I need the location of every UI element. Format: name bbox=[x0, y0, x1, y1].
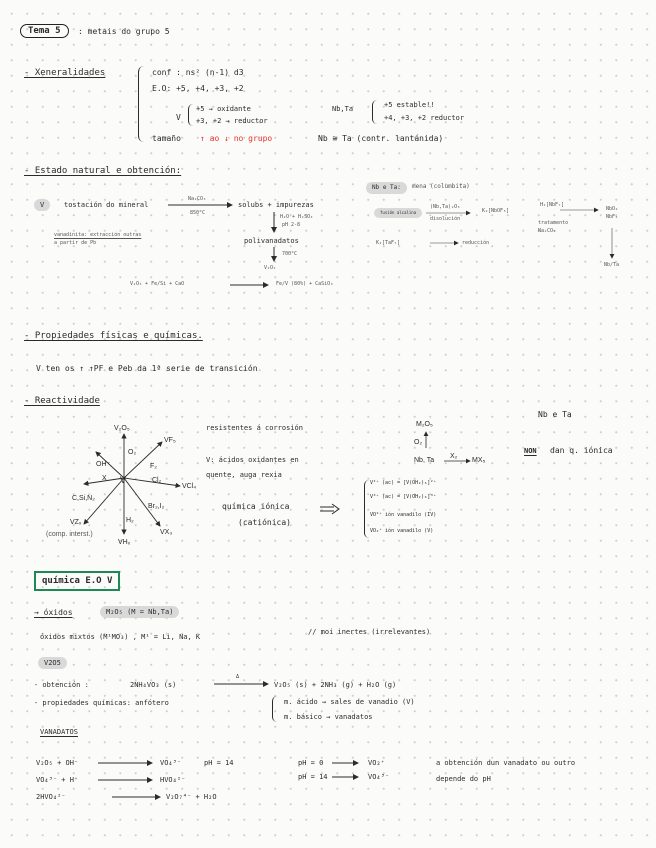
nb-x2: X₂ bbox=[450, 453, 458, 460]
eq3-right: V₂O₇⁴⁻ + H₂O bbox=[166, 793, 217, 801]
brace bbox=[188, 104, 193, 126]
note-1: a obtención dun vanadato ou outro bbox=[436, 759, 576, 767]
nb-r5: Na₂CO₃ bbox=[538, 228, 557, 234]
nb-r2: (Nb,Ta)₂O₅ bbox=[430, 204, 461, 210]
oxidos-pill: M₂O₅ (M = Nb,Ta) bbox=[100, 606, 179, 618]
star-center: V bbox=[120, 475, 127, 485]
tamano-rest: Nb ≅ Ta (contr. lantánida) bbox=[318, 134, 444, 143]
nb-r8: K₂[NbOF₅] bbox=[482, 208, 510, 214]
star-w: X bbox=[102, 475, 107, 482]
obtencion-label: - obtención : bbox=[34, 681, 89, 689]
star-sw-reag: C,Si,N₂ bbox=[72, 495, 95, 502]
non-ionica: dan q. iónica bbox=[550, 446, 613, 455]
eq1-ph: pH = 14 bbox=[204, 759, 234, 767]
nbta-ox1: +5 estable!! bbox=[384, 101, 435, 109]
obtencion-prod: V₂O₅ (s) + 2NH₃ (g) + H₂O (g) bbox=[274, 681, 397, 689]
star-ne: VF₅ bbox=[164, 437, 176, 444]
propiedades-line: V ten os ↑ ↑PF e Peb da 1ª serie de transición bbox=[36, 364, 258, 373]
section-heading-quimica: química E.O V bbox=[34, 571, 120, 591]
delta: Δ bbox=[236, 674, 240, 680]
nbta-ox2: +4, +3, +2 reductor bbox=[384, 114, 465, 122]
nb-r7: disolución bbox=[430, 216, 461, 222]
section-heading-estado: - Estado natural e obtención: bbox=[24, 166, 182, 176]
acid: m. ácido → sales de vanadio (V) bbox=[284, 698, 415, 706]
ph0-right: VO₂⁺ bbox=[368, 759, 385, 767]
star-se: VX₃ bbox=[160, 529, 173, 536]
v2o5-inter: V₂O₅ bbox=[264, 265, 277, 271]
tostacion: tostación do mineral bbox=[64, 201, 149, 209]
nb-right: MX₅ bbox=[472, 457, 486, 464]
ph0: pH = 0 bbox=[298, 759, 324, 767]
brace bbox=[138, 66, 145, 142]
ion-2: V³⁺ (ac) = [V(OH₂)₆]³⁺ bbox=[370, 494, 437, 500]
tamano-trend: ↑ ao ↓ no grupo bbox=[200, 134, 273, 143]
resistentes: resistentes á corrosión bbox=[206, 424, 303, 432]
nbta-mena: mena (columbita) bbox=[412, 183, 470, 190]
prop-quim: - propiedades químicas: anfótero bbox=[34, 699, 169, 707]
nb-top: M₂O₅ bbox=[416, 421, 433, 428]
h2o-reag: H₂O + H₂SO₄ bbox=[280, 214, 314, 220]
oxid-1: V: ácidos oxidantes en bbox=[206, 456, 299, 464]
eq1-right: VO₄³⁻ bbox=[160, 759, 182, 767]
eq3-left: 2HVO₄²⁻ bbox=[36, 793, 66, 801]
nbta-right: Nb e Ta bbox=[538, 410, 572, 419]
section-heading-propiedades: - Propiedades físicas e químicas. bbox=[24, 331, 203, 341]
eq2-left: VO₄³⁻ + H⁺ bbox=[36, 776, 79, 784]
vanadatos-heading: VANADATOS bbox=[40, 728, 78, 736]
star-s: VHₓ bbox=[118, 539, 131, 546]
star-sw-sub: (comp. interst.) bbox=[46, 531, 93, 538]
star-se-reag: Br₂,I₂ bbox=[148, 503, 165, 510]
nbta-label: Nb,Ta bbox=[332, 105, 354, 113]
nota-vanadinita: vanadinita: extracción outras bbox=[54, 232, 142, 238]
inertes: // moi inertes (irrelevantes) bbox=[308, 628, 431, 636]
non-label: NON bbox=[524, 447, 537, 455]
eq1-left: V₂O₅ + OH⁻ bbox=[36, 759, 79, 767]
oxid-2: quente, auga rexia bbox=[206, 471, 282, 479]
nb-r11: reducción bbox=[462, 240, 490, 246]
nota-pb: a partir de Pb bbox=[54, 240, 97, 246]
nb-r1: fusión alcalina bbox=[374, 208, 422, 218]
cationica: (catiónica) bbox=[238, 518, 291, 527]
star-s-reag: H₂ bbox=[126, 517, 134, 524]
oxidos-label: → óxidos bbox=[34, 608, 73, 617]
cond-850: 850°C bbox=[190, 210, 206, 216]
star-sw: VZₓ bbox=[70, 519, 82, 526]
v-badge: V bbox=[34, 199, 50, 211]
nb-r9: NbF₅ bbox=[606, 214, 619, 220]
ion-1: V²⁺ (ac) = [V(OH₂)₆]²⁺ bbox=[370, 480, 437, 486]
tamano-label: tamaño bbox=[152, 134, 181, 143]
obtencion-eq: 2NH₄VO₃ (s) bbox=[130, 681, 177, 689]
oxidos-mixtos: óxidos mixtos (M¹MO₃) , M¹ = Li, Na, K bbox=[40, 633, 201, 641]
polivanadatos: polivanadatos bbox=[244, 237, 299, 245]
na2co3: Na₂CO₃ bbox=[188, 196, 207, 202]
nb-r3: H₂[NbF₇] bbox=[540, 202, 565, 208]
quimica-ionica: química iónica bbox=[222, 502, 290, 511]
v-ox1: +5 → oxidante bbox=[196, 105, 251, 113]
nb-left: Nb, Ta bbox=[414, 457, 435, 464]
note-2: depende do pH bbox=[436, 775, 491, 783]
nb-o2: O₂ bbox=[414, 439, 423, 446]
section-heading-reactividade: - Reactividade bbox=[24, 396, 100, 406]
nb-r12: Nb/Ta bbox=[604, 262, 620, 268]
nb-r10: K₂[TaF₇] bbox=[376, 240, 401, 246]
v2o5-pill: V2O5 bbox=[38, 657, 67, 669]
nb-r4: NbO₂ bbox=[606, 206, 619, 212]
basic: m. básico → vanadatos bbox=[284, 713, 373, 721]
eo-line: E.O: +5, +4, +3, +2 bbox=[152, 84, 244, 93]
v-ox2: +3, +2 → reductor bbox=[196, 117, 268, 125]
star-nw: OH⁻ bbox=[96, 461, 111, 468]
produto-1: solubs + impurezas bbox=[238, 201, 314, 209]
ph14: pH = 14 bbox=[298, 773, 328, 781]
brace bbox=[364, 480, 369, 538]
eq-final: V₂O₅ + Fe/Si + CaO bbox=[130, 281, 185, 287]
eq2-right: HVO₄²⁻ bbox=[160, 776, 186, 784]
brace bbox=[372, 100, 377, 124]
tema-badge: Tema 5 bbox=[20, 24, 69, 38]
tema-subtitle: : metais do grupo 5 bbox=[78, 27, 170, 36]
star-ne-reag: F₂ bbox=[150, 463, 157, 470]
star-n-reag: O₂ bbox=[128, 449, 137, 456]
ph14-right: VO₄³⁻ bbox=[368, 773, 390, 781]
produto-final: Fe/V (80%) + CaSiO₃ bbox=[276, 281, 334, 287]
conf-line: conf : ns² (n-1) d3 bbox=[152, 68, 244, 77]
star-e: VCl₄ bbox=[182, 483, 197, 490]
nb-r6: tratamento bbox=[538, 220, 569, 226]
ion-3: VO²⁺ ión vanadilo (IV) bbox=[370, 512, 437, 518]
nbta-badge: Nb e Ta: bbox=[366, 182, 407, 194]
ph-range: pH 2-8 bbox=[282, 222, 301, 228]
brace bbox=[272, 696, 277, 722]
section-heading-xeneralidades: - Xeneralidades bbox=[24, 68, 106, 78]
star-n: V₂O₅ bbox=[114, 425, 130, 432]
ion-4: VO₂⁺ ión vanadilo (V) bbox=[370, 528, 434, 534]
v-label: V bbox=[176, 113, 181, 122]
star-e-reag: Cl₂ bbox=[152, 477, 162, 484]
temp-700: 700°C bbox=[282, 251, 298, 257]
